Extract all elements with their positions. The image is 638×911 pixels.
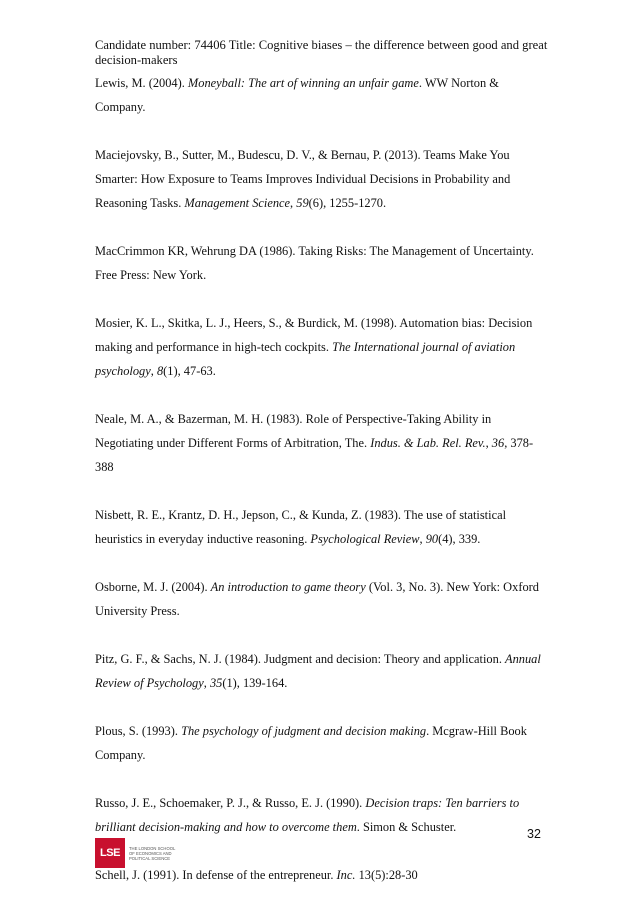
- reference-entry: Nisbett, R. E., Krantz, D. H., Jepson, C., & Kunda, Z. (1983). The use of statistical heuristics in everyday inductive reasoning. Psychological Review, 90(4), 339.: [95, 508, 507, 546]
- reference-entry: Neale, M. A., & Bazerman, M. H. (1983). Role of Perspective-Taking Ability in Negotiating under Different Forms of Arbitration, The. Indus. & Lab. Rel. Rev., 36, 378-388: [95, 412, 534, 474]
- reference-entry: Osborne, M. J. (2004). An introduction to game theory (Vol. 3, No. 3). New York: Oxford University Press.: [95, 580, 539, 618]
- page-number: 32: [527, 827, 541, 841]
- reference-entry: Lewis, M. (2004). Moneyball: The art of winning an unfair game. WW Norton & Company.: [95, 76, 499, 114]
- lse-logo-text: THE LONDON SCHOOL OF ECONOMICS AND POLITICAL SCIENCE: [129, 845, 176, 861]
- reference-entry: MacCrimmon KR, Wehrung DA (1986). Taking Risks: The Management of Uncertainty. Free Press: New York.: [95, 244, 534, 282]
- reference-entry: Russo, J. E., Schoemaker, P. J., & Russo, E. J. (1990). Decision traps: Ten barriers to brilliant decision-making and how to overcome them. Simon & Schuster.: [95, 796, 520, 834]
- lse-logo: [95, 838, 175, 868]
- page-header: Candidate number: 74406 Title: Cognitive biases – the difference between good and great decision-makers: [95, 38, 548, 67]
- reference-entry: Mosier, K. L., Skitka, L. J., Heers, S., & Burdick, M. (1998). Automation bias: Decision making and performance in high-tech cockpits. The International journal of aviation psychology, 8(1), 47-63.: [95, 316, 533, 378]
- reference-list: [95, 71, 550, 911]
- reference-entry: Maciejovsky, B., Sutter, M., Budescu, D. V., & Bernau, P. (2013). Teams Make You Smarter: How Exposure to Teams Improves Individual Decisions in Probability and Reasoning Tasks. Management Science, 59(6), 1255-1270.: [95, 148, 511, 210]
- lse-logo-mark: LSE: [95, 838, 125, 868]
- reference-entry: Schell, J. (1991). In defense of the entrepreneur. Inc. 13(5):28-30: [95, 868, 418, 882]
- reference-entry: Pitz, G. F., & Sachs, N. J. (1984). Judgment and decision: Theory and application. Annual Review of Psychology, 35(1), 139-164.: [95, 652, 541, 690]
- reference-entry: Plous, S. (1993). The psychology of judgment and decision making. Mcgraw-Hill Book Company.: [95, 724, 527, 762]
